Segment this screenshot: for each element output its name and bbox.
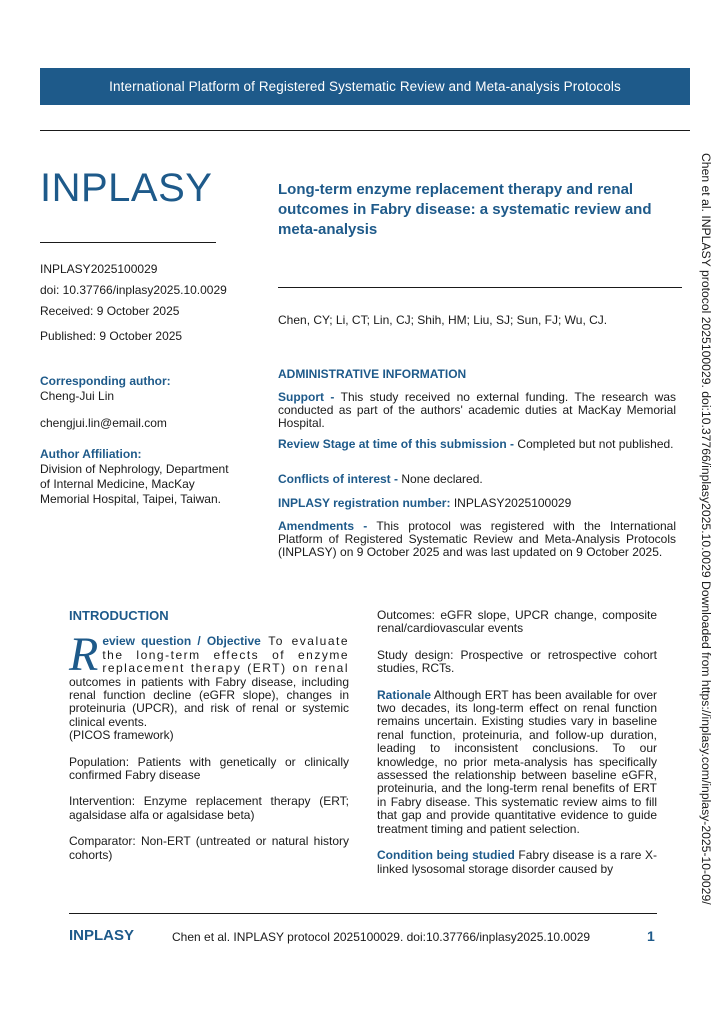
vertical-download-notice: Chen et al. INPLASY protocol 2025100029. doi:10.37766/inplasy2025.10.0029 Downloaded from https://inplasy.com/inplasy-2025-10-0029/ xyxy=(699,153,713,905)
population-text: Population: Patients with genetically or clinically confirmed Fabry disease xyxy=(69,754,349,783)
author-list: Chen, CY; Li, CT; Lin, CJ; Shih, HM; Liu, SJ; Sun, FJ; Wu, CJ. xyxy=(278,313,608,327)
conflicts-label: Conflicts of interest - xyxy=(278,472,399,486)
support-section xyxy=(278,391,676,430)
rationale-text: Although ERT has been available for over two decades, its long-term effect on renal function remains uncertain. Existing studies vary in baseline renal function, proteinuria, and follow-up duration, leading to inconsistent conclusions. To our knowledge, no prior meta-analysis has specifically assessed the relationship between baseline eGFR, proteinuria, and the long-term renal benefits of ERT in Fabry disease. This systematic review aims to fill that gap and provide quantitative evidence to guide treatment timing and patient selection. xyxy=(377,687,657,836)
corresponding-name: Cheng-Jui Lin xyxy=(40,389,115,403)
doi-text: doi: 10.37766/inplasy2025.10.0029 xyxy=(40,283,227,297)
admin-heading-text: ADMINISTRATIVE INFORMATION xyxy=(278,367,467,381)
condition-text: Fabry disease is a rare X-linked lysosomal storage disorder caused by xyxy=(377,848,657,876)
review-question-text: outcomes in patients with Fabry disease, including renal function decline (eGFR slope), changes in proteinuria (UPCR), and risk of renal or systemic clinical events. xyxy=(69,674,349,729)
title-rule xyxy=(278,287,682,288)
amendments-text: This protocol was registered with the International Platform of Registered Systematic Review and Meta-Analysis Protocols (INPLASY) on 9 October 2025 and was last updated on 9 October 2025. xyxy=(278,519,676,559)
footer-citation: Chen et al. INPLASY protocol 2025100029. doi:10.37766/inplasy2025.10.0029 xyxy=(172,930,591,944)
corresponding-author xyxy=(40,374,250,431)
drop-cap-letter: R xyxy=(69,628,99,682)
affiliation-label: Author Affiliation: xyxy=(40,447,142,461)
support-label: Support - xyxy=(278,390,335,404)
registration-number-text: INPLASY2025100029 xyxy=(450,496,572,510)
review-question-paragraph xyxy=(69,628,350,729)
introduction-column xyxy=(69,609,349,862)
review-stage-section xyxy=(278,438,676,451)
review-question-spaced: To evaluate the long-term effects of enzyme replacement therapy (ERT) on renal xyxy=(102,634,350,676)
review-stage-text: Completed but not published. xyxy=(514,437,674,451)
header-banner: International Platform of Registered Systematic Review and Meta-analysis Protocols xyxy=(40,68,690,105)
condition-label: Condition being studied xyxy=(377,848,515,863)
amendments-label: Amendments - xyxy=(278,519,368,533)
registration-id: INPLASY2025100029 xyxy=(40,262,158,276)
review-stage-label: Review Stage at time of this submission - xyxy=(278,437,515,451)
inplasy-logo: INPLASY xyxy=(40,166,213,210)
condition-paragraph xyxy=(377,849,657,876)
published-date: Published: 9 October 2025 xyxy=(40,329,183,343)
top-rule xyxy=(40,130,690,131)
support-text: This study received no external funding. The research was conducted as part of the authors' academic duties at MacKay Memorial Hospital. xyxy=(278,390,676,430)
footer-logo: INPLASY xyxy=(69,927,135,944)
amendments-section xyxy=(278,520,676,559)
conflicts-section xyxy=(278,473,676,486)
introduction-heading: INTRODUCTION xyxy=(69,608,169,623)
picos-label: (PICOS framework) xyxy=(69,728,174,743)
registration-number-label: INPLASY registration number: xyxy=(278,496,451,510)
outcomes-text: Outcomes: eGFR slope, UPCR change, composite renal/cardiovascular events xyxy=(377,608,657,636)
intervention-text: Intervention: Enzyme replacement therapy (ERT; agalsidase alfa or agalsidase beta) xyxy=(69,794,349,822)
registration-number-section xyxy=(278,497,676,510)
footer-rule xyxy=(69,913,657,914)
review-question-label: eview question / Objective xyxy=(102,634,261,649)
conflicts-text: None declared. xyxy=(398,472,483,486)
logo-underline xyxy=(40,242,216,243)
paper-title: Long-term enzyme replacement therapy and renal outcomes in Fabry disease: a systematic review and meta-analysis xyxy=(278,181,652,238)
received-date: Received: 9 October 2025 xyxy=(40,304,180,318)
study-design-text: Study design: Prospective or retrospective cohort studies, RCTs. xyxy=(377,647,657,676)
corresponding-label: Corresponding author: xyxy=(40,374,171,388)
comparator-text: Comparator: Non-ERT (untreated or natural history cohorts) xyxy=(69,834,349,862)
affiliation-text: Division of Nephrology, Department of Internal Medicine, MacKay Memorial Hospital, Taipei, Taiwan. xyxy=(40,462,229,506)
corresponding-email: chengjui.lin@email.com xyxy=(40,416,167,430)
rationale-label: Rationale xyxy=(377,687,432,702)
author-affiliation xyxy=(40,447,240,507)
rationale-paragraph xyxy=(377,689,657,836)
page-number: 1 xyxy=(647,928,655,944)
admin-heading xyxy=(278,368,676,381)
right-column xyxy=(377,609,657,876)
